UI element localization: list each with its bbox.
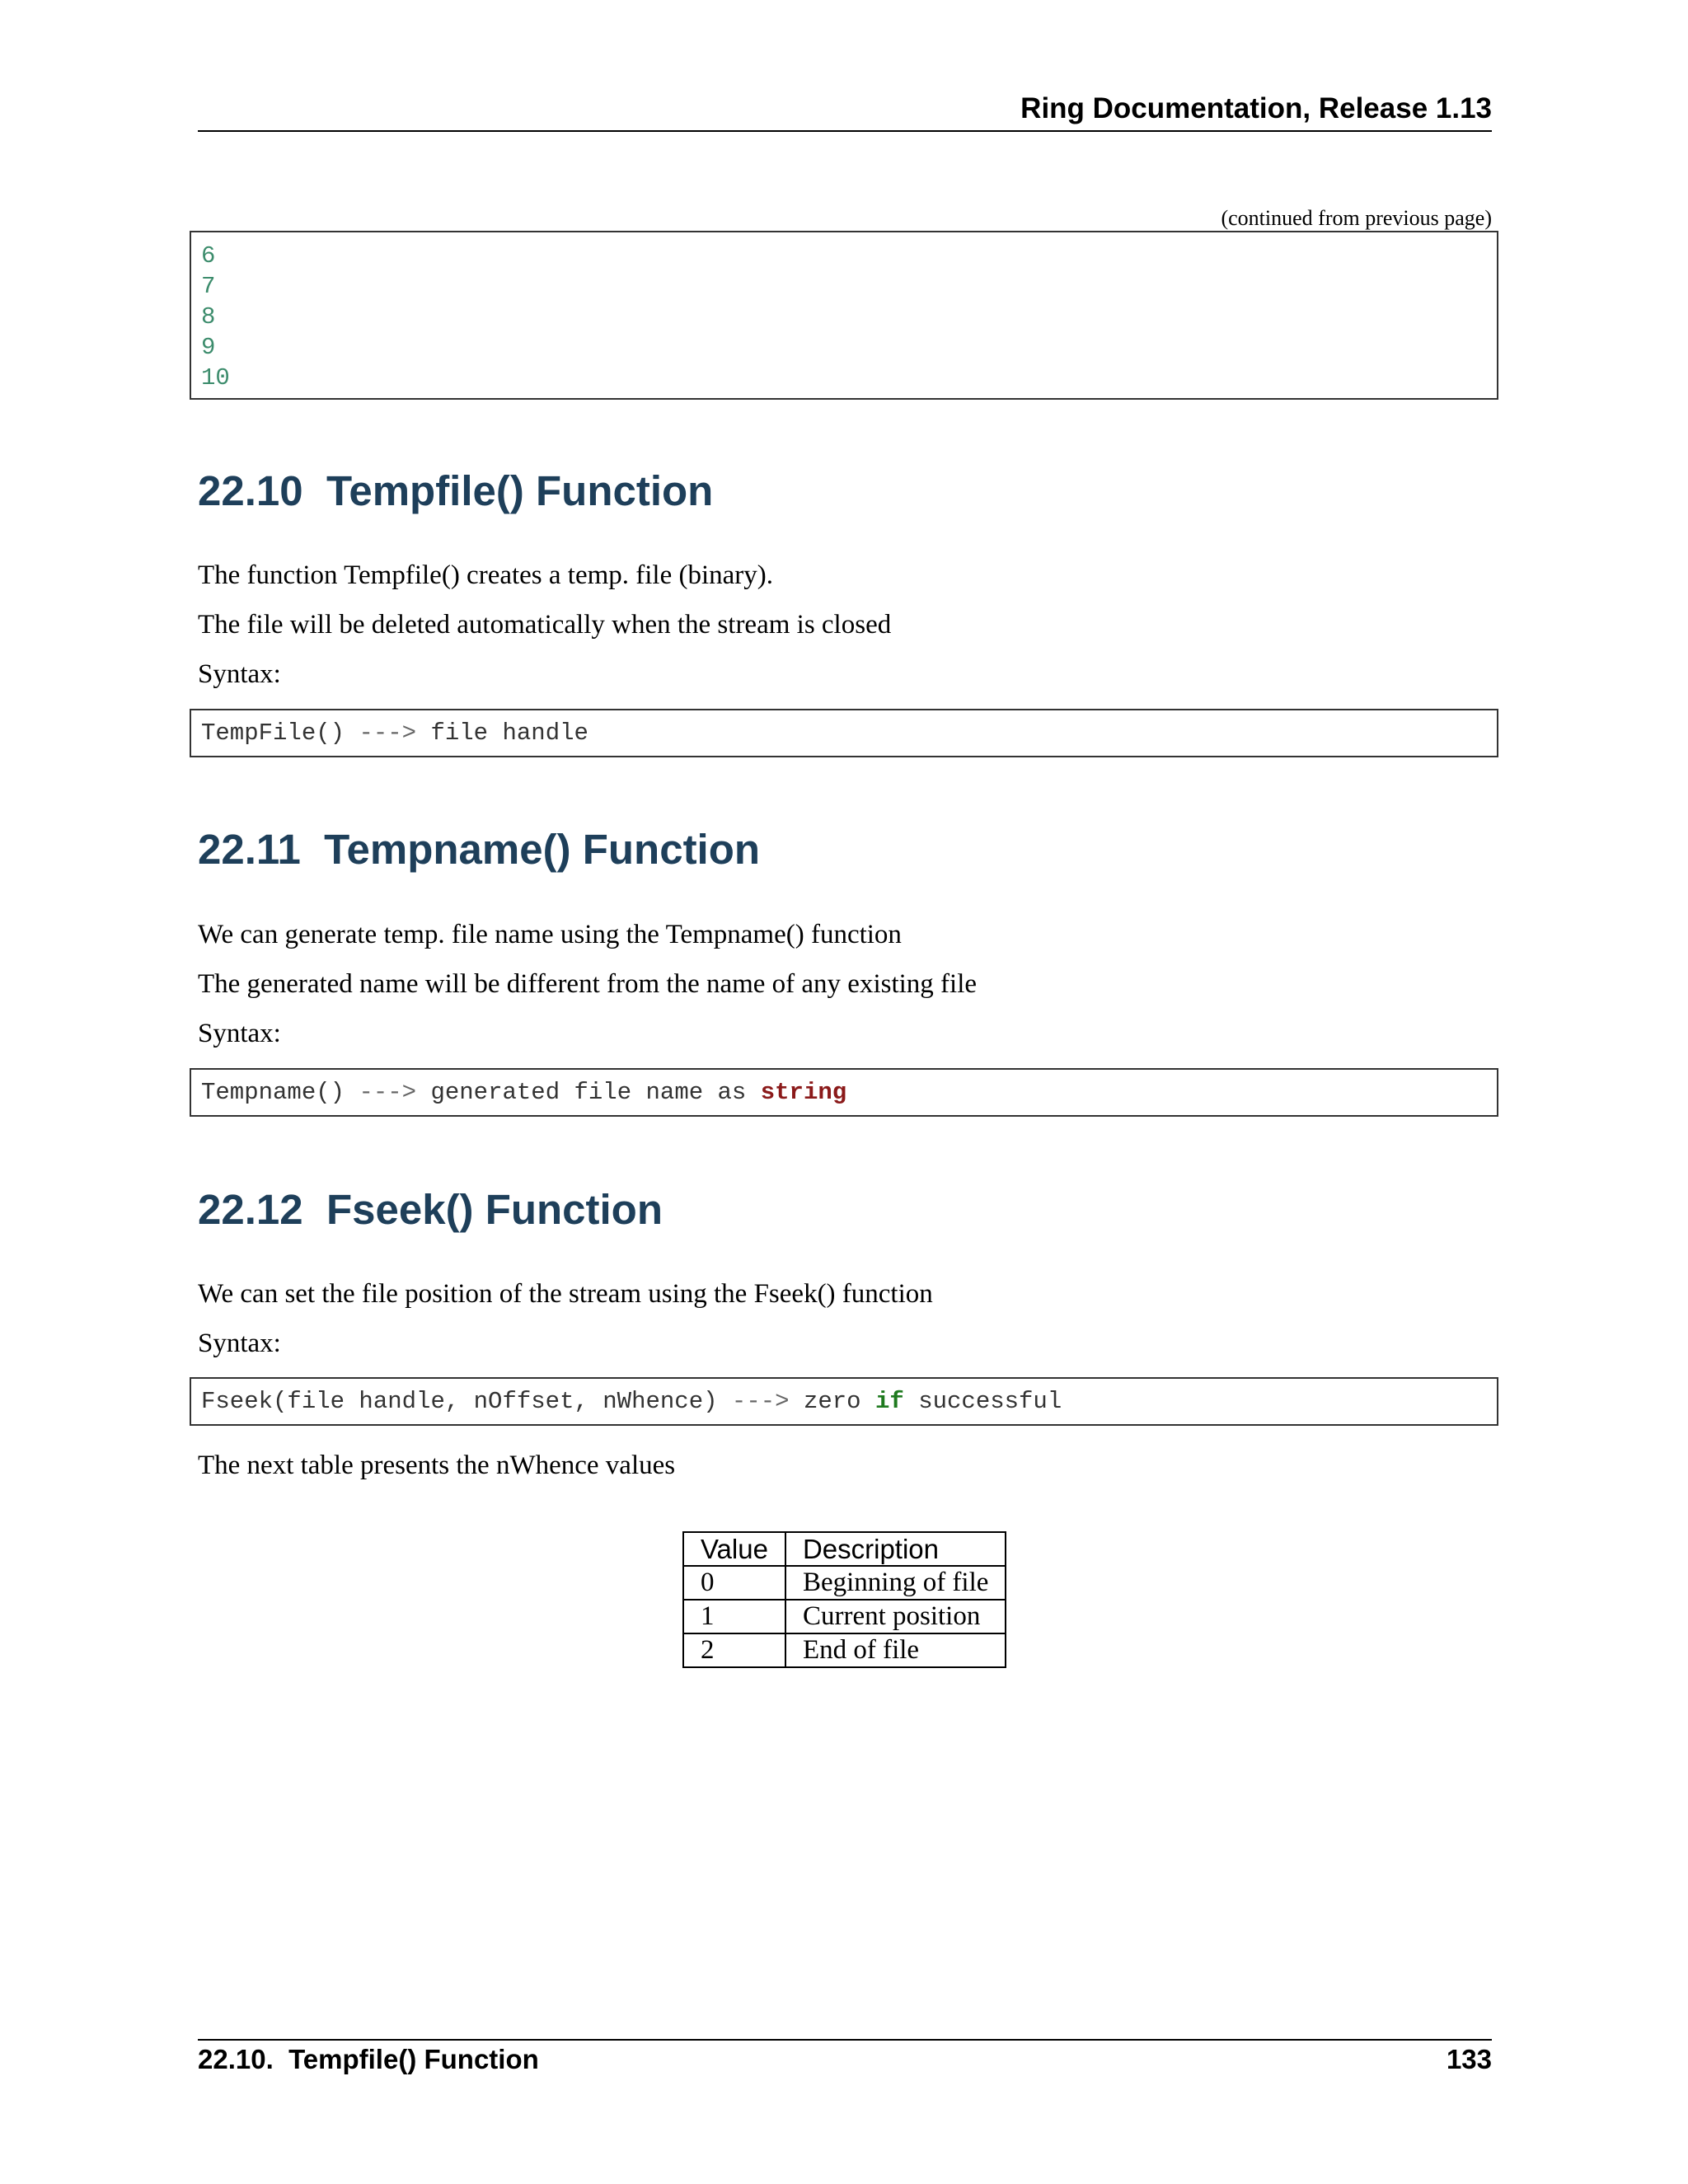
code-line-number: 6: [201, 242, 216, 269]
paragraph: The generated name will be different from the name of any existing file: [198, 969, 978, 999]
header-rule: [198, 130, 1492, 132]
table-row: [683, 1633, 1006, 1667]
code-arrow: --->: [359, 1079, 417, 1106]
paragraph: We can set the file position of the stream using the Fseek() function: [198, 1279, 933, 1309]
table-cell: End of file: [785, 1633, 1006, 1667]
syntax-code-block-tempfile: [190, 709, 1498, 757]
table-header-cell: Value: [683, 1532, 785, 1566]
code-text: zero: [803, 1388, 861, 1415]
syntax-code-block-fseek: [190, 1377, 1498, 1426]
code-keyword: string: [760, 1079, 847, 1106]
table-row: [683, 1566, 1006, 1600]
section-heading-tempname: 22.11 Tempname() Function: [198, 826, 761, 873]
paragraph: The file will be deleted automatically when the stream is closed: [198, 610, 892, 640]
syntax-label: Syntax:: [198, 659, 281, 689]
section-heading-fseek: 22.12 Fseek() Function: [198, 1186, 663, 1233]
code-line-number: 10: [201, 364, 230, 391]
syntax-label: Syntax:: [198, 1019, 281, 1048]
nwhence-values-table: [682, 1531, 1006, 1668]
paragraph: The function Tempfile() creates a temp. file (binary).: [198, 560, 774, 590]
code-text: successful: [918, 1388, 1062, 1415]
continued-note: (continued from previous page): [1221, 206, 1492, 230]
continued-code-block: [190, 231, 1498, 400]
code-line-number: 9: [201, 334, 216, 361]
footer-section-title: 22.10. Tempfile() Function: [198, 2044, 539, 2074]
code-keyword: if: [874, 1388, 904, 1415]
code-function: Tempname(): [201, 1079, 345, 1106]
table-cell: Beginning of file: [785, 1566, 1006, 1600]
footer-page-number: 133: [1446, 2044, 1492, 2074]
paragraph: The next table presents the nWhence values: [198, 1451, 676, 1480]
code-text: file handle: [430, 719, 588, 747]
table-cell: Current position: [785, 1600, 1006, 1633]
code-line-number: 7: [201, 273, 216, 300]
table-header-cell: Description: [785, 1532, 1006, 1566]
code-arrow: --->: [359, 719, 417, 747]
footer-rule: [198, 2039, 1492, 2041]
code-line-number: 8: [201, 303, 216, 330]
syntax-code-block-tempname: [190, 1068, 1498, 1117]
table-cell: 2: [683, 1633, 785, 1667]
table-row: [683, 1600, 1006, 1633]
code-function: TempFile(): [201, 719, 345, 747]
code-arrow: --->: [731, 1388, 790, 1415]
table-cell: 0: [683, 1566, 785, 1600]
table-cell: 1: [683, 1600, 785, 1633]
section-heading-tempfile: 22.10 Tempfile() Function: [198, 467, 714, 514]
code-function: Fseek(file handle, nOffset, nWhence): [201, 1388, 718, 1415]
code-text: generated file name as: [430, 1079, 747, 1106]
paragraph: We can generate temp. file name using the Tempname() function: [198, 920, 902, 949]
running-header-title: Ring Documentation, Release 1.13: [1020, 92, 1492, 124]
syntax-label: Syntax:: [198, 1329, 281, 1358]
table-header-row: [683, 1532, 1006, 1566]
